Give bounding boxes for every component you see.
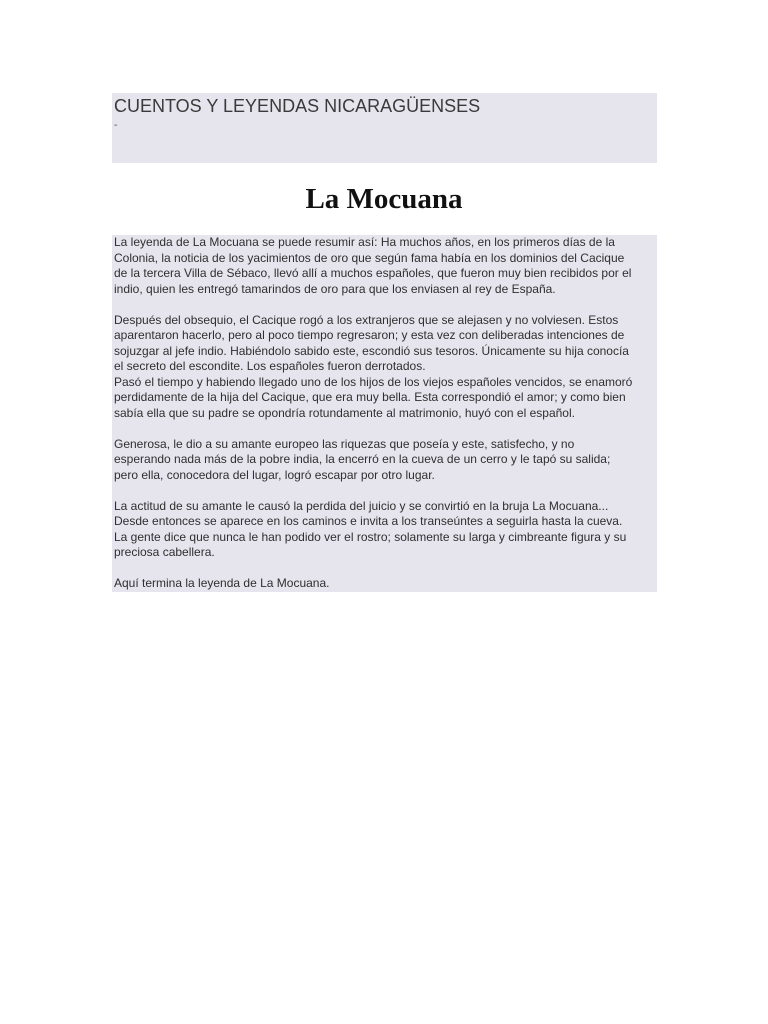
paragraph-gap xyxy=(114,483,655,499)
story-title: La Mocuana xyxy=(305,183,463,215)
story-paragraph: La actitud de su amante le causó la perdida del juicio y se convirtió en la bruja La Mocuana... Desde entonces se aparece en los caminos e invita a los transeúntes a seguirla hasta la cueva. La gente dice que nunca le han podido ver el rostro; solamente su larga y cimbreante figura y su preciosa cabellera. xyxy=(114,498,627,559)
story-body xyxy=(112,235,657,592)
paragraph-gap xyxy=(114,297,655,313)
paragraph-gap xyxy=(114,421,655,437)
collection-title: CUENTOS Y LEYENDAS NICARAGÜENSES xyxy=(114,96,481,116)
story-paragraph: Aquí termina la leyenda de La Mocuana. xyxy=(114,576,330,590)
collection-subtitle: - xyxy=(114,120,118,131)
story-paragraph: Generosa, le dio a su amante europeo las riquezas que poseía y este, satisfecho, y no esperando nada más de la pobre india, la encerró en la cueva de un cerro y le tapó su salida; pero ella, conocedora del lugar, logró escapar por otro lugar. xyxy=(114,436,611,482)
collection-header xyxy=(112,93,657,163)
story-paragraph: Después del obsequio, el Cacique rogó a los extranjeros que se alejasen y no volviesen. Estos aparentaron hacerlo, pero al poco tiempo regresaron; y esta vez con deliberadas intenciones de sojuzgar al jefe indio. Habiéndolo sabido este, escondió sus tesoros. Únicamente su hija conocía el secreto del escondite. Los españoles fueron derrotados. Pasó el tiempo y habiendo llegado uno de los hijos de los viejos españoles vencidos, se enamoró perdidamente de la hija del Cacique, que era muy bella. Esta correspondió el amor; y como bien sabía ella que su padre se opondría rotundamente al matrimonio, huyó con el español. xyxy=(114,312,633,420)
story-paragraph: La leyenda de La Mocuana se puede resumir así: Ha muchos años, en los primeros días de la Colonia, la noticia de los yacimientos de oro que según fama había en los dominios del Cacique de la tercera Villa de Sébaco, llevó allí a muchos españoles, que fueron muy bien recibidos por el indio, quien les entregó tamarindos de oro para que los enviasen al rey de España. xyxy=(114,235,632,296)
paragraph-gap xyxy=(114,561,655,577)
